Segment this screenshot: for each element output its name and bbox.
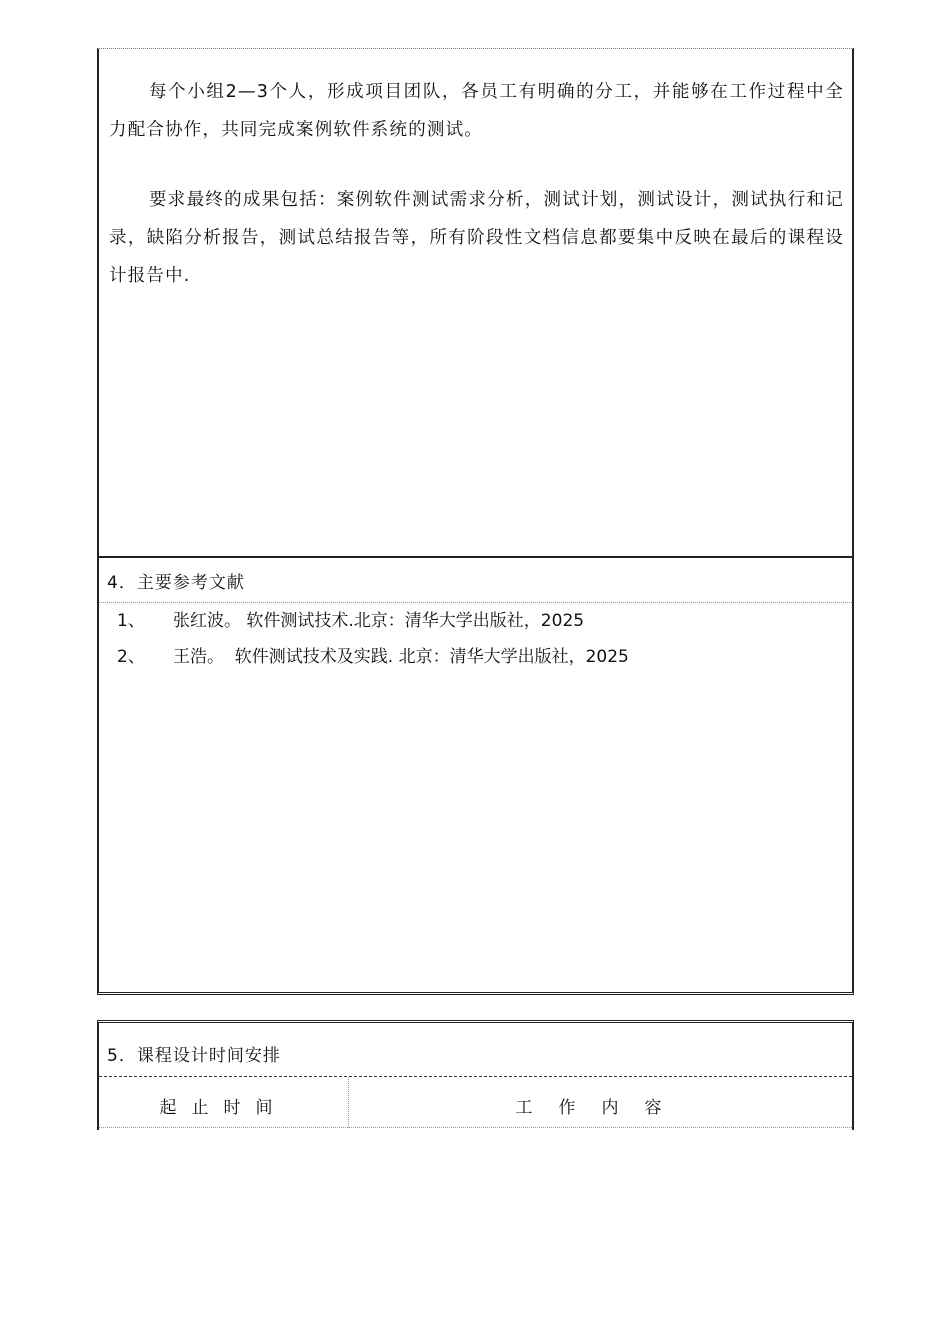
reference-number: 1、 (117, 611, 145, 631)
column-header-time: 起止时间 (159, 1098, 288, 1118)
table-continuation (97, 1126, 854, 1130)
reference-item (117, 606, 584, 631)
references-heading: 4．主要参考文献 (107, 573, 245, 593)
divider (99, 602, 852, 603)
reference-number: 2、 (117, 647, 145, 667)
divider (99, 1076, 852, 1077)
section-4-references (97, 556, 854, 995)
schedule-heading: 5．课程设计时间安排 (107, 1046, 281, 1066)
reference-item (117, 642, 629, 667)
paragraph-team-organization: 每个小组2—3个人，形成项目团队，各员工有明确的分工，并能够在工作过程中全力配合协作，共同完成案例软件系统的测试。 (109, 82, 844, 140)
reference-text: 张红波。 软件测试技术.北京：清华大学出版社，2025 (173, 611, 585, 631)
section-3-requirements (97, 48, 854, 558)
section-5-schedule (97, 1020, 854, 1130)
reference-text: 王浩。 软件测试技术及实践. 北京：清华大学出版社，2025 (173, 647, 629, 667)
paragraph-deliverables: 要求最终的成果包括：案例软件测试需求分析，测试计划，测试设计，测试执行和记录，缺陷分析报告，测试总结报告等，所有阶段性文档信息都要集中反映在最后的课程设计报告中. (109, 190, 844, 286)
column-header-work-content: 工作内容 (515, 1098, 688, 1118)
